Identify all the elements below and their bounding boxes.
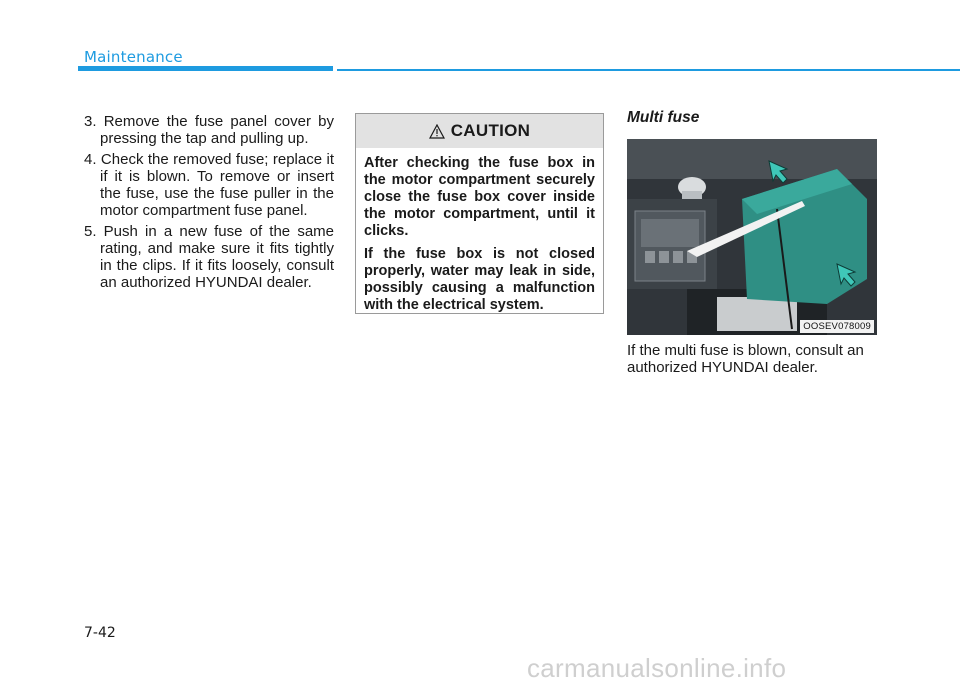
caution-paragraph: After checking the fuse box in the motor compartment securely close the fuse box cover inside the motor compartment, until it clicks. [364, 155, 595, 239]
caution-box [355, 113, 604, 314]
multi-fuse-text: If the multi fuse is blown, consult an authorized HYUNDAI dealer. [627, 342, 864, 376]
step-3: 3. Remove the fuse panel cover by pressing the tap and pulling up. [84, 113, 334, 147]
warning-triangle-icon [429, 124, 445, 139]
caution-title: CAUTION [450, 121, 531, 140]
section-title: Maintenance [84, 48, 183, 66]
steps-list [84, 113, 334, 295]
step-4: 4. Check the removed fuse; replace it if it is blown. To remove or insert the fuse, use the fuse puller in the motor compartment fuse panel. [84, 151, 334, 219]
multi-fuse-title: Multi fuse [627, 109, 700, 126]
header-rule-thin [337, 69, 960, 71]
caution-paragraph: If the fuse box is not closed properly, water may leak in side, possibly causing a malfunction with the electrical system. [364, 246, 595, 313]
caution-header [356, 114, 603, 148]
caution-body [356, 148, 603, 314]
image-code: OOSEV078009 [800, 320, 874, 333]
engine-bay-illustration [627, 139, 877, 335]
page-number: 7-42 [84, 625, 116, 641]
step-5: 5. Push in a new fuse of the same rating, and make sure it fits tightly in the clips. If it fits loosely, consult an authorized HYUNDAI dealer. [84, 223, 334, 291]
fuse-box-photo [627, 139, 877, 335]
watermark: carmanualsonline.info [527, 653, 787, 683]
header-rule-thick [78, 66, 333, 71]
